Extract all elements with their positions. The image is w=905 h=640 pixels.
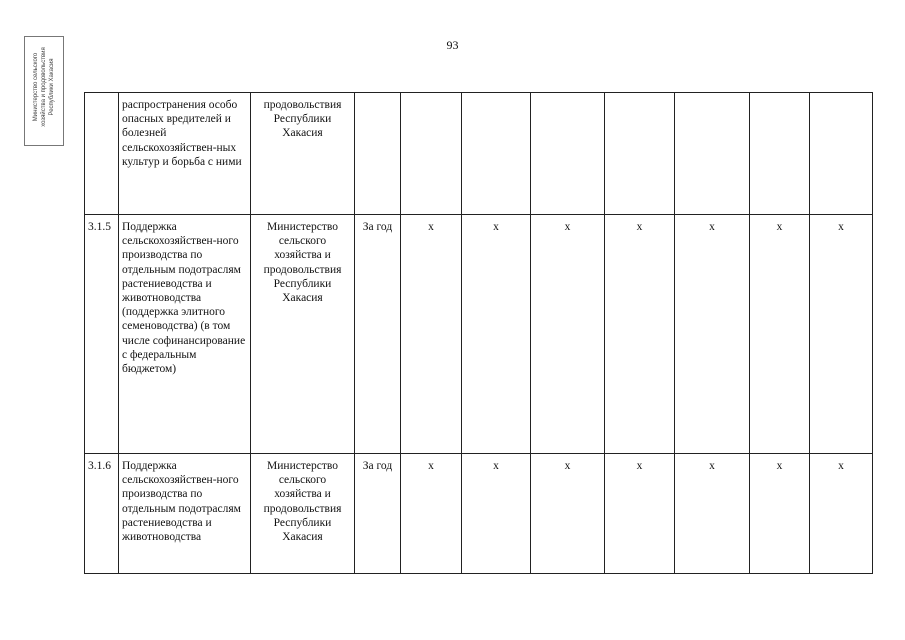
value-cell: х bbox=[462, 215, 531, 454]
value-cell: х bbox=[605, 215, 675, 454]
value-cell: х bbox=[401, 215, 462, 454]
registration-stamp bbox=[24, 36, 64, 146]
value-cell: х bbox=[750, 454, 810, 574]
measure-name: Поддержка сельскохозяйствен-ного производства по отдельным подотраслям растениеводства и животноводства bbox=[119, 454, 251, 574]
value-cell bbox=[605, 93, 675, 215]
value-cell: х bbox=[531, 215, 605, 454]
stamp-line: Министерство сельского bbox=[33, 52, 39, 122]
value-cell: х bbox=[810, 454, 873, 574]
value-cell: х bbox=[531, 454, 605, 574]
measure-name: распространения особо опасных вредителей и болезней сельскохозяйствен-ных культур и борьба с ними bbox=[119, 93, 251, 215]
stamp-text bbox=[32, 36, 56, 139]
value-cell: х bbox=[605, 454, 675, 574]
value-cell: х bbox=[462, 454, 531, 574]
value-cell: х bbox=[810, 215, 873, 454]
program-measures-table bbox=[84, 92, 873, 574]
period-cell: За год bbox=[355, 454, 401, 574]
value-cell bbox=[750, 93, 810, 215]
row-number bbox=[85, 93, 119, 215]
page-number: 93 bbox=[446, 38, 459, 52]
value-cell bbox=[531, 93, 605, 215]
value-cell: х bbox=[401, 454, 462, 574]
value-cell: х bbox=[750, 215, 810, 454]
table-row bbox=[85, 93, 873, 215]
row-number: 3.1.6 bbox=[85, 454, 119, 574]
value-cell: х bbox=[675, 215, 750, 454]
period-cell: За год bbox=[355, 215, 401, 454]
table-row bbox=[85, 454, 873, 574]
table-row bbox=[85, 215, 873, 454]
measure-name: Поддержка сельскохозяйствен-ного производства по отдельным подотраслям растениеводства и животноводства (поддержка элитного семеноводства) (в том числе софинансирование с федеральным бюджетом) bbox=[119, 215, 251, 454]
row-number: 3.1.5 bbox=[85, 215, 119, 454]
stamp-line: Республики Хакасия bbox=[49, 58, 55, 116]
responsible-organization: Министерство сельского хозяйства и продовольствия Республики Хакасия bbox=[251, 454, 355, 574]
responsible-organization: Министерство сельского хозяйства и продовольствия Республики Хакасия bbox=[251, 215, 355, 454]
stamp-line: хозяйства и продовольствия bbox=[41, 47, 47, 127]
period-cell bbox=[355, 93, 401, 215]
value-cell bbox=[401, 93, 462, 215]
value-cell: х bbox=[675, 454, 750, 574]
responsible-organization: продовольствия Республики Хакасия bbox=[251, 93, 355, 215]
value-cell bbox=[675, 93, 750, 215]
value-cell bbox=[462, 93, 531, 215]
value-cell bbox=[810, 93, 873, 215]
